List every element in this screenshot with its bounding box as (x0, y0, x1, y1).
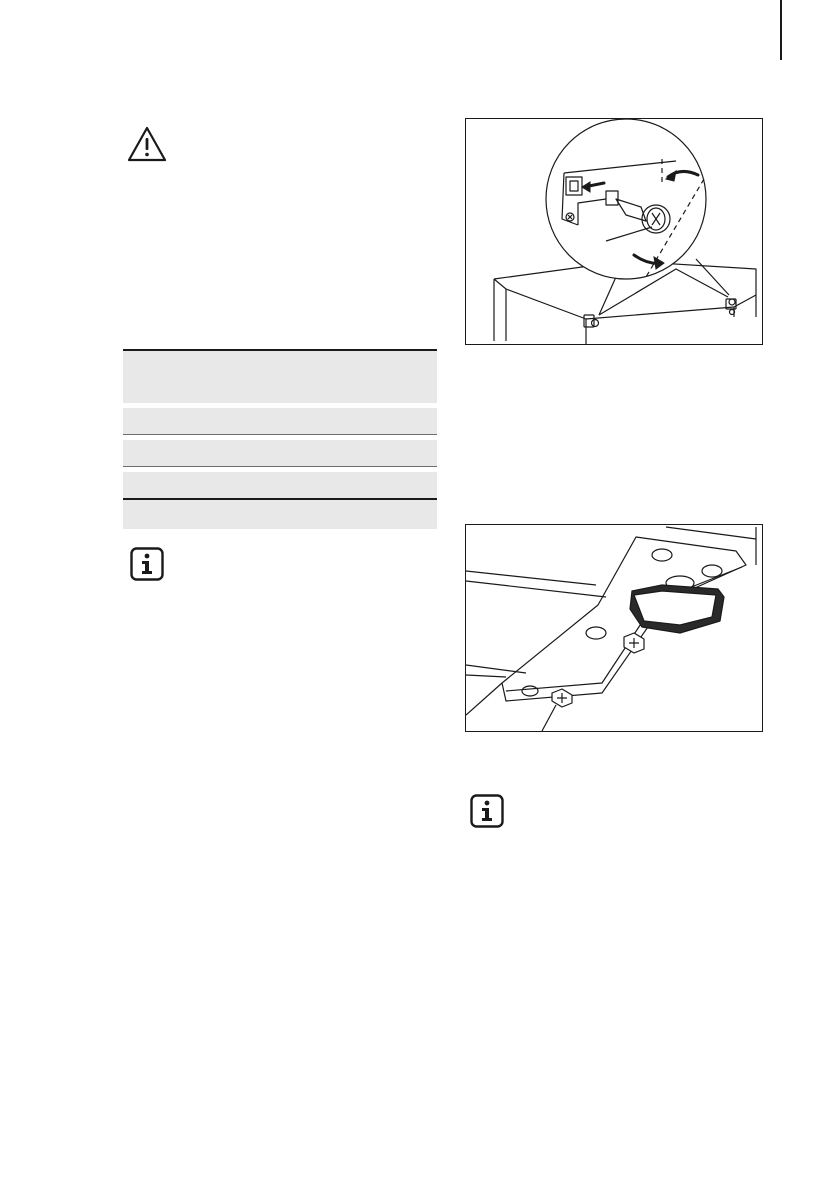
warning-triangle-icon (126, 125, 168, 163)
info-icon (470, 794, 504, 828)
adjustable-foot-illustration (466, 525, 762, 731)
spec-table (123, 349, 437, 529)
door-hinge-figure (465, 118, 763, 345)
table-total-row (123, 499, 437, 529)
page-edge-line (780, 0, 782, 60)
table-row (123, 408, 437, 435)
door-hinge-illustration (466, 119, 762, 344)
table-header-row (123, 350, 437, 403)
adjustable-foot-figure (465, 524, 763, 732)
table-row (123, 472, 437, 499)
table-row (123, 440, 437, 467)
info-icon (130, 547, 164, 581)
